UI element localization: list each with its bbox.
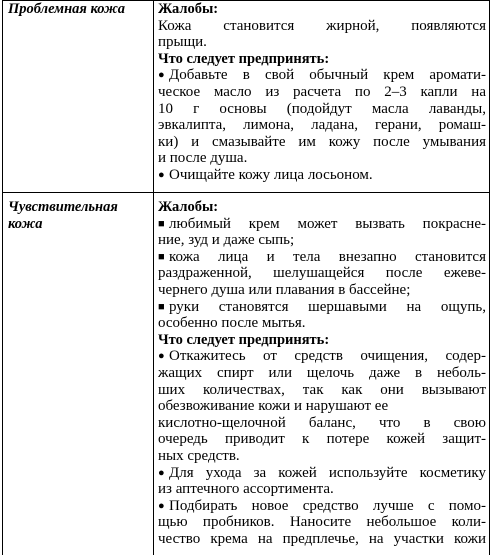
text-line: чернего душа или плавания в бассейне; <box>158 281 411 298</box>
description-cell-problem-skin <box>158 1 486 184</box>
list-item: ● Добавьте в свой обычный крем аромати- <box>158 67 486 84</box>
round-bullet-icon: ● <box>158 168 165 181</box>
text-line: щью пробников. Наносите небольшое коли- <box>158 514 486 531</box>
text-line: ших количествах, так как они вызывают <box>158 381 486 398</box>
list-item: ● Откажитесь от средств очищения, содер- <box>158 348 486 365</box>
text-line: Кожа становится жирной, появляются <box>158 17 486 34</box>
list-item: ■ кожа лица и тела внезапно становится <box>158 248 486 265</box>
text-line: обезвоживание кожи и нарушают ее <box>158 398 389 415</box>
list-item: ● Подбирать новое средство лучше с помо- <box>158 497 486 514</box>
square-bullet-icon: ■ <box>158 250 165 263</box>
text-line: жащих спирт или щелочь даже в неболь- <box>158 364 486 381</box>
round-bullet-icon: ● <box>158 350 165 363</box>
text-line: очередь приводит к потере кожей защит- <box>158 431 486 448</box>
list-item: ■ руки становятся шершавыми на ощупь, <box>158 298 486 315</box>
round-bullet-icon: ● <box>158 69 165 82</box>
condition-cell-problem-skin <box>8 1 148 18</box>
text-line: особенно после мытья. <box>158 315 306 332</box>
text-line: раздраженной, шелушащейся после ежеве- <box>158 265 486 282</box>
text-line: кислотно-щелочной баланс, что в свою <box>158 414 486 431</box>
list-item: ● Для ухода за кожей используйте косметику <box>158 464 486 481</box>
text-line: ние, зуд и даже сыпь; <box>158 232 295 249</box>
table-row-divider <box>2 192 490 193</box>
table-border-right <box>489 0 490 555</box>
description-cell-sensitive-skin <box>158 199 486 547</box>
square-bullet-icon: ■ <box>158 217 165 230</box>
list-item: ● Очищайте кожу лица лосьоном. <box>158 166 373 183</box>
list-item: ■ любимый крем может вызвать покрасне- <box>158 215 486 232</box>
text-line: прыщи. <box>158 34 207 51</box>
text-line: эвкалипта, лимона, ладана, герани, ромаш- <box>158 117 486 134</box>
table-column-divider <box>153 0 154 555</box>
text-line: и после душа. <box>158 150 248 167</box>
condition-label-line: кожа <box>8 216 43 232</box>
text-line: 10 г основы (подойдут масла лаванды, <box>158 100 486 117</box>
complaints-heading: Жалобы: <box>158 199 219 215</box>
text-line: из аптечного ассортимента. <box>158 481 334 498</box>
round-bullet-icon: ● <box>158 499 165 512</box>
condition-label: Проблемная кожа <box>8 1 126 17</box>
table-border-left <box>2 0 3 555</box>
text-line: ных средств. <box>158 447 240 464</box>
actions-heading: Что следует предпринять: <box>158 331 330 348</box>
text-line: чество крема на предплечье, на участки кожи <box>158 530 486 547</box>
complaints-heading: Жалобы: <box>158 1 219 17</box>
text-line: ки) и смазывайте им кожу после умывания <box>158 133 486 150</box>
round-bullet-icon: ● <box>158 466 165 479</box>
text-line: ческое масло из расчета по 2–3 капли на <box>158 83 486 100</box>
condition-cell-sensitive-skin <box>8 199 148 233</box>
square-bullet-icon: ■ <box>158 300 165 313</box>
condition-label-line: Чувствительная <box>8 199 118 215</box>
actions-heading: Что следует предпринять: <box>158 50 330 67</box>
